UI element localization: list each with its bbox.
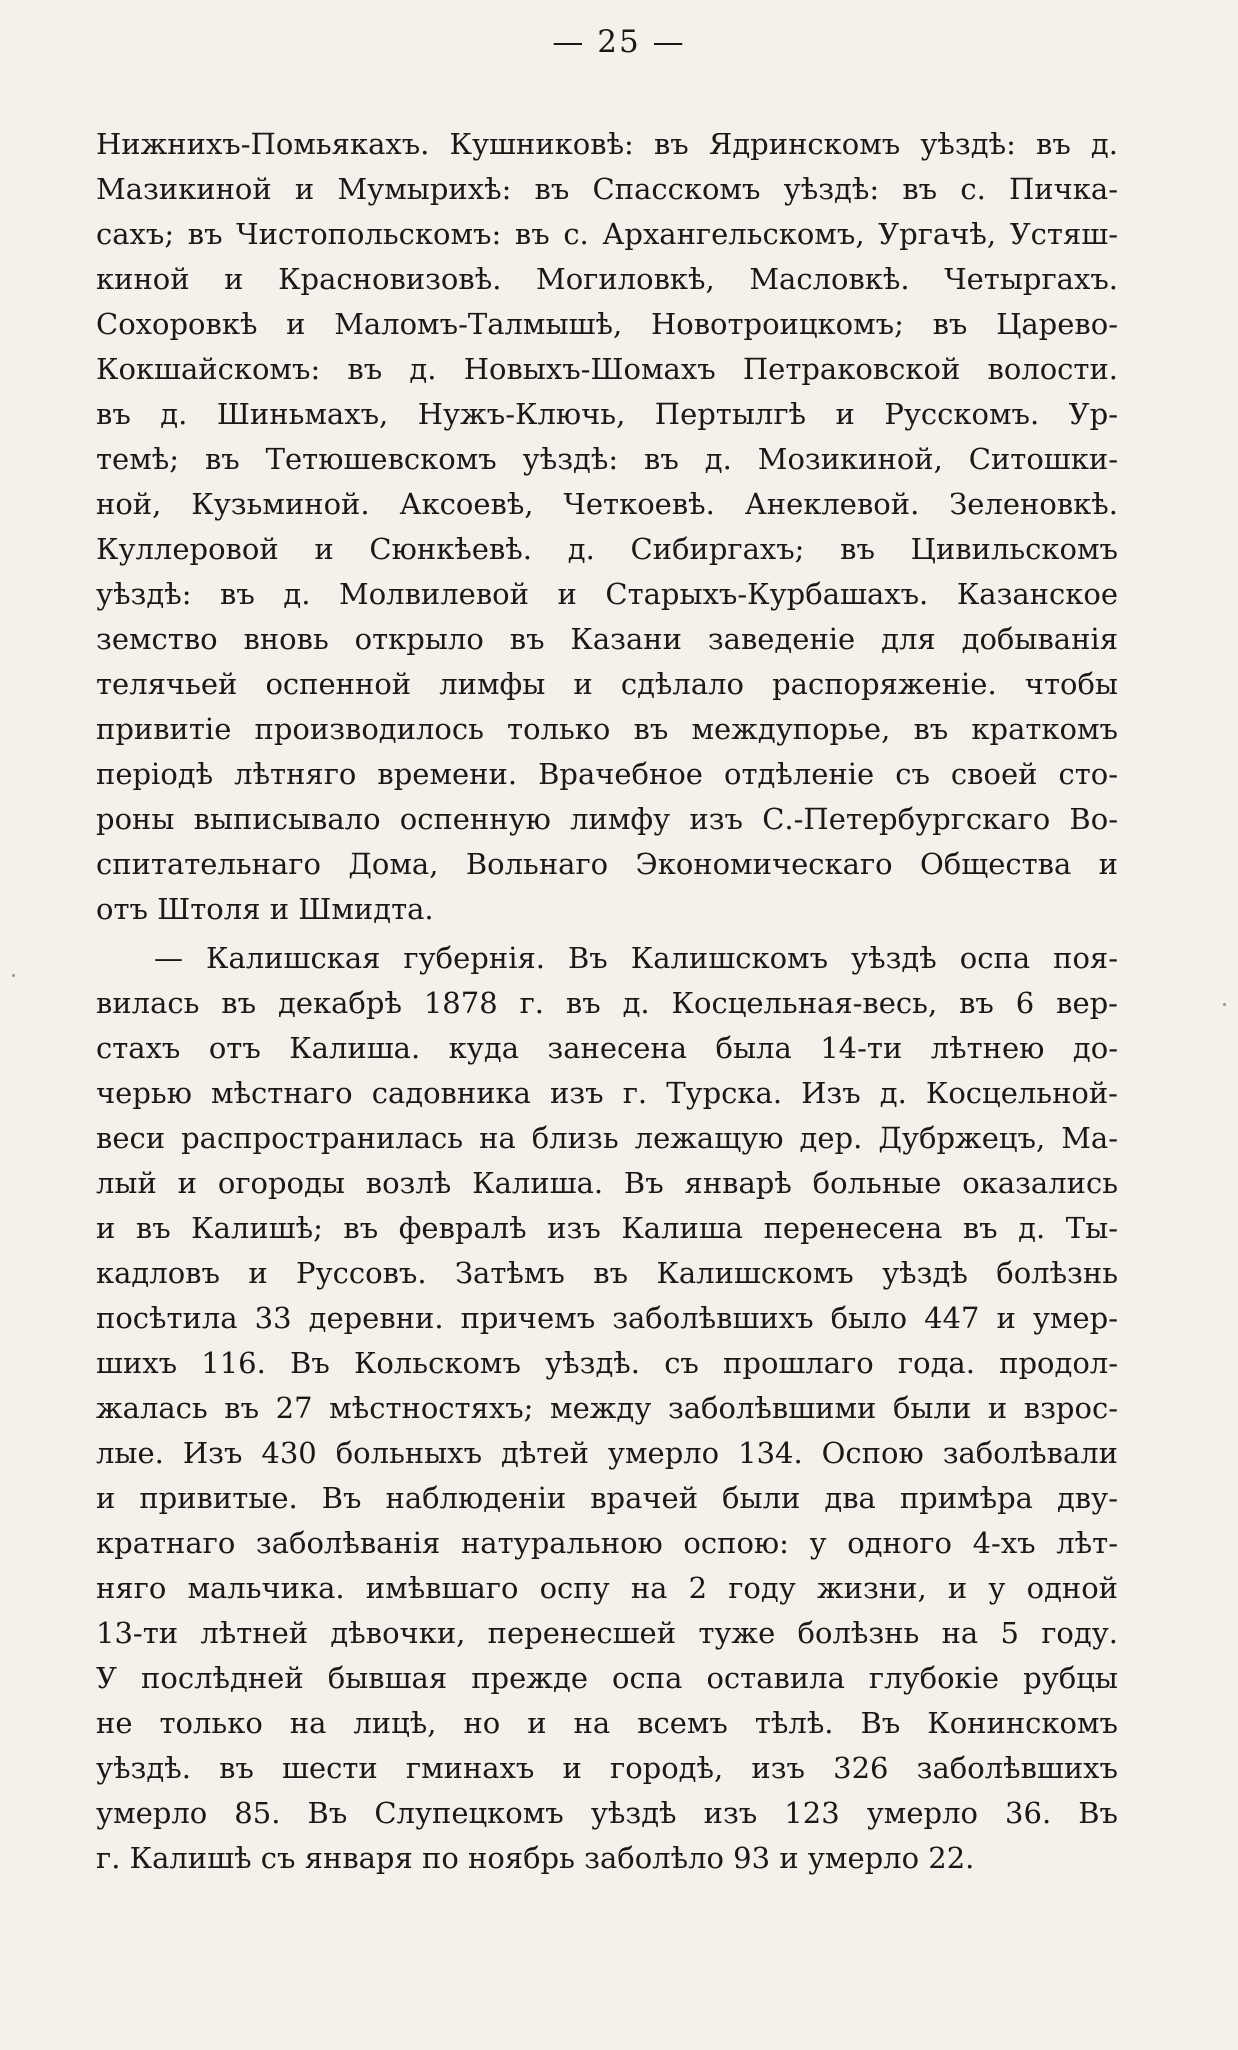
text-line: земство вновь открыло въ Казани заведеніе для добыванія [96, 622, 1118, 656]
text-line: отъ Штоля и Шмидта. [96, 892, 434, 926]
text-line: лый и огороды возлѣ Калиша. Въ январѣ больные оказались [96, 1166, 1118, 1200]
text-line: посѣтила 33 деревни. причемъ заболѣвшихъ было 447 и умер- [96, 1301, 1118, 1335]
text-line: темѣ; въ Тетюшевскомъ уѣздѣ: въ д. Мозикиной, Ситошки- [96, 442, 1118, 476]
text-line: Сохоровкѣ и Маломъ-Талмышѣ, Новотроицкомъ; въ Царево- [96, 307, 1118, 341]
body-text [96, 122, 1118, 1881]
text-line: Кокшайскомъ: въ д. Новыхъ-Шомахъ Петраковской волости. [96, 352, 1118, 386]
text-line: не только на лицѣ, но и на всемъ тѣлѣ. Въ Конинскомъ [96, 1706, 1118, 1740]
text-line: вилась въ декабрѣ 1878 г. въ д. Косцельная-весь, въ 6 вер- [96, 986, 1118, 1020]
text-line: привитіе производилось только въ междупорье, въ краткомъ [96, 712, 1118, 746]
text-line: роны выписывало оспенную лимфу изъ С.-Петербургскаго Во- [96, 802, 1118, 836]
text-line: жалась въ 27 мѣстностяхъ; между заболѣвшими были и взрос- [96, 1391, 1118, 1425]
text-line: уѣздѣ. въ шести гминахъ и городѣ, изъ 326 заболѣвшихъ [96, 1751, 1118, 1785]
text-line: шихъ 116. Въ Кольскомъ уѣздѣ. съ прошлаго года. продол- [96, 1346, 1118, 1380]
text-line: кадловъ и Руссовъ. Затѣмъ въ Калишскомъ уѣздѣ болѣзнь [96, 1256, 1118, 1290]
text-line: телячьей оспенной лимфы и сдѣлало распоряженіе. чтобы [96, 667, 1118, 701]
text-line: сахъ; въ Чистопольскомъ: въ с. Архангельскомъ, Ургачѣ, Устяш- [96, 217, 1118, 251]
paper-speck [1223, 1003, 1226, 1006]
text-line: стахъ отъ Калиша. куда занесена была 14-ти лѣтнею до- [96, 1031, 1118, 1065]
paragraph-2 [96, 936, 1118, 1881]
text-line: умерло 85. Въ Слупецкомъ уѣздѣ изъ 123 умерло 36. Въ [96, 1796, 1118, 1830]
text-line: киной и Красновизовѣ. Могиловкѣ, Масловкѣ. Четыргахъ. [96, 262, 1118, 296]
page-number: — 25 — [552, 24, 686, 60]
text-line: У послѣдней бывшая прежде оспа оставила глубокіе рубцы [96, 1661, 1118, 1695]
text-line: спитательнаго Дома, Вольнаго Экономическаго Общества и [96, 847, 1118, 881]
text-line: и въ Калишѣ; въ февралѣ изъ Калиша перенесена въ д. Ты- [96, 1211, 1118, 1245]
text-line: лые. Изъ 430 больныхъ дѣтей умерло 134. Оспою заболѣвали [96, 1436, 1118, 1470]
text-line: и привитые. Въ наблюденіи врачей были два примѣра дву- [96, 1481, 1118, 1515]
text-line: г. Калишѣ съ января по ноябрь заболѣло 93 и умерло 22. [96, 1841, 975, 1875]
text-line: въ д. Шиньмахъ, Нужъ-Ключь, Пертылгѣ и Русскомъ. Ур- [96, 397, 1118, 431]
text-line: няго мальчика. имѣвшаго оспу на 2 году жизни, и у одной [96, 1571, 1118, 1605]
text-line: веси распространилась на близь лежащую дер. Дубржецъ, Ма- [96, 1121, 1118, 1155]
text-line: періодѣ лѣтняго времени. Врачебное отдѣленіе съ своей сто- [96, 757, 1118, 791]
text-line: уѣздѣ: въ д. Молвилевой и Старыхъ-Курбашахъ. Казанское [96, 577, 1118, 611]
paper-speck [12, 974, 15, 977]
text-line: черью мѣстнаго садовника изъ г. Турска. Изъ д. Косцельной- [96, 1076, 1118, 1110]
text-line: Куллеровой и Сюнкѣевѣ. д. Сибиргахъ; въ Цивильскомъ [96, 532, 1118, 566]
text-line: Мазикиной и Мумырихѣ: въ Спасскомъ уѣздѣ: въ с. Пичка- [96, 172, 1118, 206]
text-line: ной, Кузьминой. Аксоевѣ, Четкоевѣ. Анеклевой. Зеленовкѣ. [96, 487, 1118, 521]
text-line: Нижнихъ-Помьякахъ. Кушниковѣ: въ Ядринскомъ уѣздѣ: въ д. [96, 127, 1118, 161]
text-line: 13-ти лѣтней дѣвочки, перенесшей туже болѣзнь на 5 году. [96, 1616, 1118, 1650]
text-line: — Калишская губернія. Въ Калишскомъ уѣздѣ оспа поя- [154, 941, 1118, 975]
text-line: кратнаго заболѣванія натуральною оспою: у одного 4-хъ лѣт- [96, 1526, 1118, 1560]
paragraph-1 [96, 122, 1118, 932]
